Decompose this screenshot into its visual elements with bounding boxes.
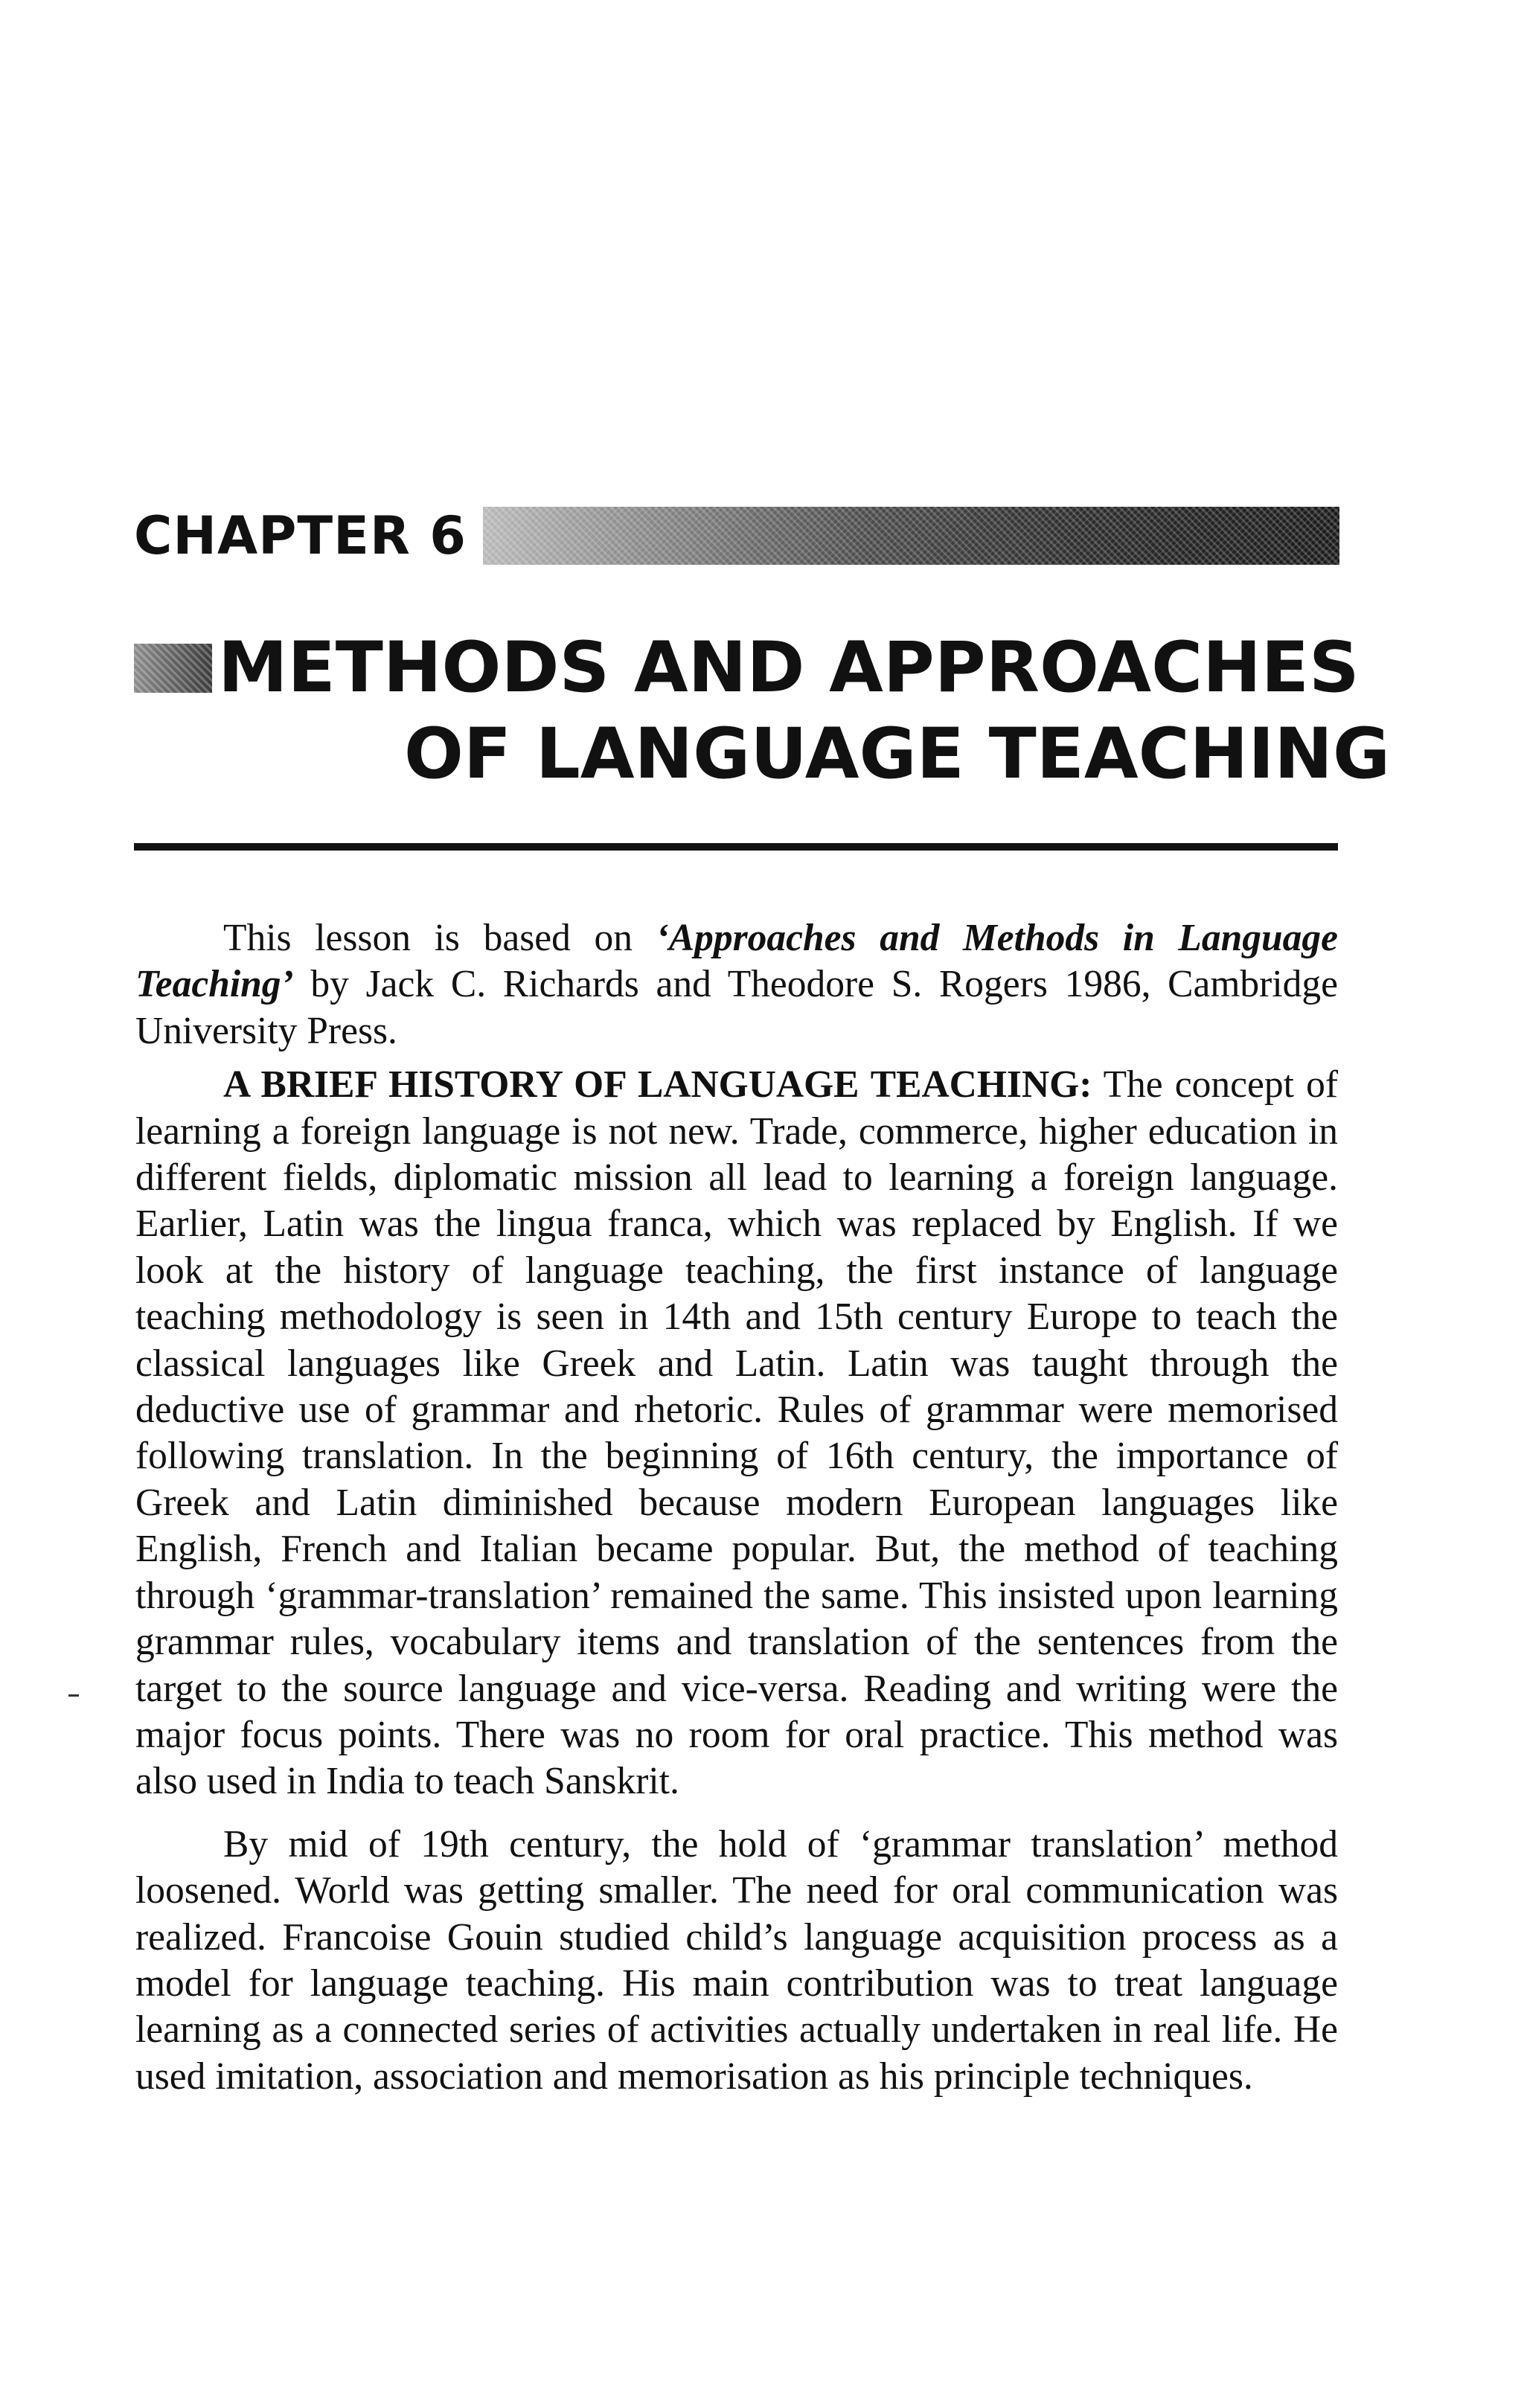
margin-mark [68,1694,79,1697]
chapter-title-text-2: OF LANGUAGE TEACHING [404,714,1391,795]
body-text [135,915,1338,2100]
title-rule [134,843,1338,851]
chapter-header [134,491,1339,580]
intro-book-title: ‘Approaches and Methods in Language Teaching’ [135,917,1338,1006]
intro-lead: This lesson is based on [223,917,656,959]
chapter-title-line-1 [134,625,1360,711]
intro-paragraph [135,915,1338,1054]
intro-tail: by Jack C. Richards and Theodore S. Rogers 1986, Cambridge University Press. [135,963,1338,1052]
history-text: The concept of learning a foreign language is not new. Trade, commerce, higher education in different fields, diplomatic mission all lead to learning a foreign language. Earlier, Latin was the lingua franca, which was replaced by English. If we look at the history of language teaching, the first instance of language teaching methodology is seen in 14th and 15th century Europe to teach the classical languages like Greek and Latin. Latin was taught through the deductive use of grammar and rhetoric. Rules of grammar were memorised following translation. In the beginning of 16th century, the importance of Greek and Latin diminished because modern European languages like English, French and Italian became popular. But, the method of teaching through ‘grammar-translation’ remained the same. This insisted upon learning grammar rules, vocabulary items and translation of the sentences from the target to the source language and vice-versa. Reading and writing were the major focus points. There was no room for oral practice. This method was also used in India to teach Sanskrit. [135,1063,1339,1803]
title-decorative-mark [134,644,212,693]
gouin-text: By mid of 19th century, the hold of ‘grammar translation’ method loosened. World was getting smaller. The need for oral communication was realized. Francoise Gouin studied child’s language acquisition process as a model for language teaching. His main contribution was to treat language learning as a connected series of activities actually undertaken in real life. He used imitation, association and memorisation as his principle techniques. [135,1822,1338,2098]
chapter-title-text-1: METHODS AND APPROACHES [218,627,1360,708]
chapter-title [134,625,1391,798]
chapter-title-line-2 [134,711,1391,798]
history-heading: A BRIEF HISTORY OF LANGUAGE TEACHING: [223,1063,1092,1107]
chapter-label: CHAPTER 6 [134,505,467,566]
gouin-paragraph [135,1822,1338,2100]
chapter-decorative-bar [483,507,1339,565]
history-paragraph [135,1062,1338,1805]
